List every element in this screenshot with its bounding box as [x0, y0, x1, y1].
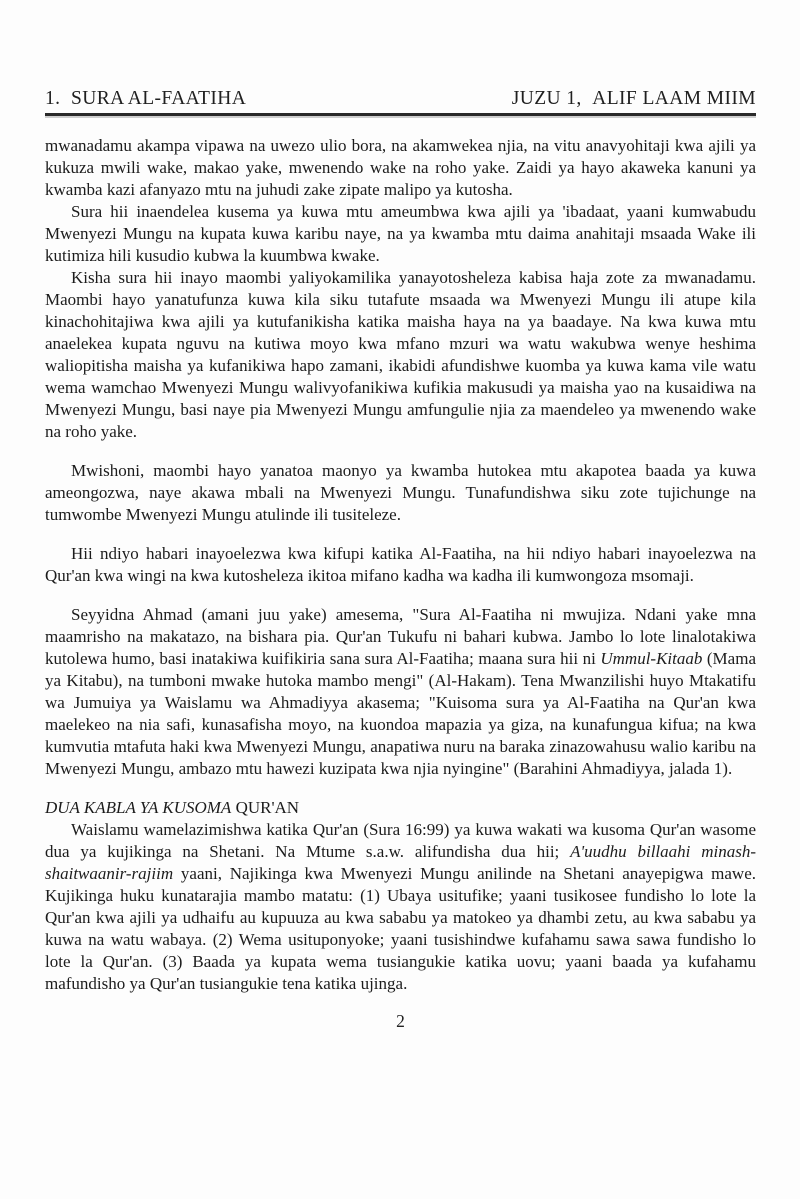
header-juz-title: JUZU 1, ALIF LAAM MIIM	[511, 88, 756, 109]
text-run: (Mama ya Kitabu), na tumboni mwake hutoka mambo mengi" (Al-Hakam). Tena Mwanzilishi huyo Mtakatifu wa Jumuiya ya Waislamu wa Ahmadiyya akasema; "Kuisoma sura ya Al-Faatiha na Qur'an kwa maelekeo na nia safi, kunasafisha moyo, na kuondoa mapazia ya giza, na kunafungua kifua; na kwa kumvutia mtafuta haki kwa Mwenyezi Mungu, anapatiwa nuru na baraka zinazowahusu walio karibu na Mwenyezi Mungu, ambazo mtu hawezi kuzipata kwa njia nyingine" (Barahini Ahmadiyya, jalada 1).	[45, 649, 756, 778]
header-section-title: 1. SURA AL-FAATIHA	[45, 88, 247, 109]
body-paragraph	[45, 604, 756, 780]
text-run: Seyyidna Ahmad (amani juu yake) amesema, "Sura Al-Faatiha ni mwujiza. Ndani yake mna maamrisho na makatazo, na bishara pia. Qur'an Tukufu ni bahari kubwa. Jambo lo lote linalotakiwa kutolewa humo, basi inatakiwa kuifikiria sana sura Al-Faatiha; maana sura hii ni	[45, 605, 756, 668]
body-paragraph	[45, 460, 756, 526]
text-run: yaani, Najikinga kwa Mwenyezi Mungu anilinde na Shetani anayepigwa mawe. Kujikinga huku kunatarajia mambo matatu: (1) Ubaya usitufike; yaani tusikosee fundisho lo lote la Qur'an kwa ajili ya udhaifu au kupuuza au kwa sababu ya matokeo ya dhambi zetu, au kwa sababu ya kuwa na watu wabaya. (2) Wema usituponyoke; yaani tusishindwe kufahamu sawa sawa fundisho lo lote la Qur'an. (3) Baada ya kupata wema tusiangukie katika uovu; yaani baada ya kufahamu mafundisho ya Qur'an tusiangukie tena katika ujinga.	[45, 864, 756, 993]
italic-text-run: A'uudhu billaahi minash-shaitwaanir-rajiim	[45, 842, 756, 883]
text-run: QUR'AN	[231, 798, 300, 817]
italic-text-run: Ummul-Kitaab	[600, 649, 703, 668]
page-number: 2	[396, 1011, 405, 1031]
text-run: Hii ndiyo habari inayoelezwa kwa kifupi katika Al-Faatiha, na hii ndiyo habari inayoelezwa na Qur'an kwa wingi na kwa kutosheleza ikitoa mifano kadha wa kadha ili kumwongoza msomaji.	[45, 544, 756, 585]
body-paragraph	[45, 819, 756, 995]
page-body	[45, 135, 756, 995]
body-paragraph	[45, 201, 756, 267]
body-paragraph	[45, 543, 756, 587]
body-paragraph	[45, 135, 756, 201]
running-header	[45, 88, 756, 116]
text-run: Kisha sura hii inayo maombi yaliyokamilika yanayotosheleza kabisa haja zote za mwanadamu. Maombi hayo yanatufunza kuwa kila siku tutafute msaada wa Mwenyezi Mungu ili atupe kila kinachohitajiwa kwa ajili ya kutufanikisha katika maisha haya na ya baadaye. Na kwa kuwa mtu anaelekea kupata nguvu na kutiwa moyo kwa mfano mzuri wa watu wakubwa wenye heshima waliopitisha maisha ya kufanikiwa hapo zamani, ikabidi afundishwe kuomba ya kuwa kama vile watu wema wamchao Mwenyezi Mungu walivyofanikiwa kufikia makusudi ya maisha yao na kusaidiwa na Mwenyezi Mungu, basi naye pia Mwenyezi Mungu amfungulie njia za maendeleo ya mwenendo wake na roho yake.	[45, 268, 756, 441]
text-run: mwanadamu akampa vipawa na uwezo ulio bora, na akamwekea njia, na vitu anavyohitaji kwa ajili ya kukuza mwili wake, makao yake, mwenendo wake na roho yake. Zaidi ya hayo akaweka kanuni ya kwamba kazi afanyazo mtu na juhudi zake zipate malipo ya kutosha.	[45, 136, 756, 199]
italic-text-run: DUA KABLA YA KUSOMA	[45, 798, 232, 817]
text-run: Sura hii inaendelea kusema ya kuwa mtu ameumbwa kwa ajili ya 'ibadaat, yaani kumwabudu Mwenyezi Mungu na kupata kuwa karibu naye, na ya kwamba mtu daima anahitaji msaada Wake ili kutimiza hili kusudio kubwa la kuumbwa kwake.	[45, 202, 756, 265]
body-paragraph	[45, 267, 756, 443]
text-run: Waislamu wamelazimishwa katika Qur'an (Sura 16:99) ya kuwa wakati wa kusoma Qur'an wasome dua ya kujikinga na Shetani. Na Mtume s.a.w. alifundisha dua hii;	[45, 820, 756, 861]
text-run: Mwishoni, maombi hayo yanatoa maonyo ya kwamba hutokea mtu akapotea baada ya kuwa ameongozwa, naye akawa mbali na Mwenyezi Mungu. Tunafundishwa siku zote tujichunge na tumwombe Mwenyezi Mungu atulinde ili tusiteleze.	[45, 461, 756, 524]
section-heading	[45, 797, 756, 819]
